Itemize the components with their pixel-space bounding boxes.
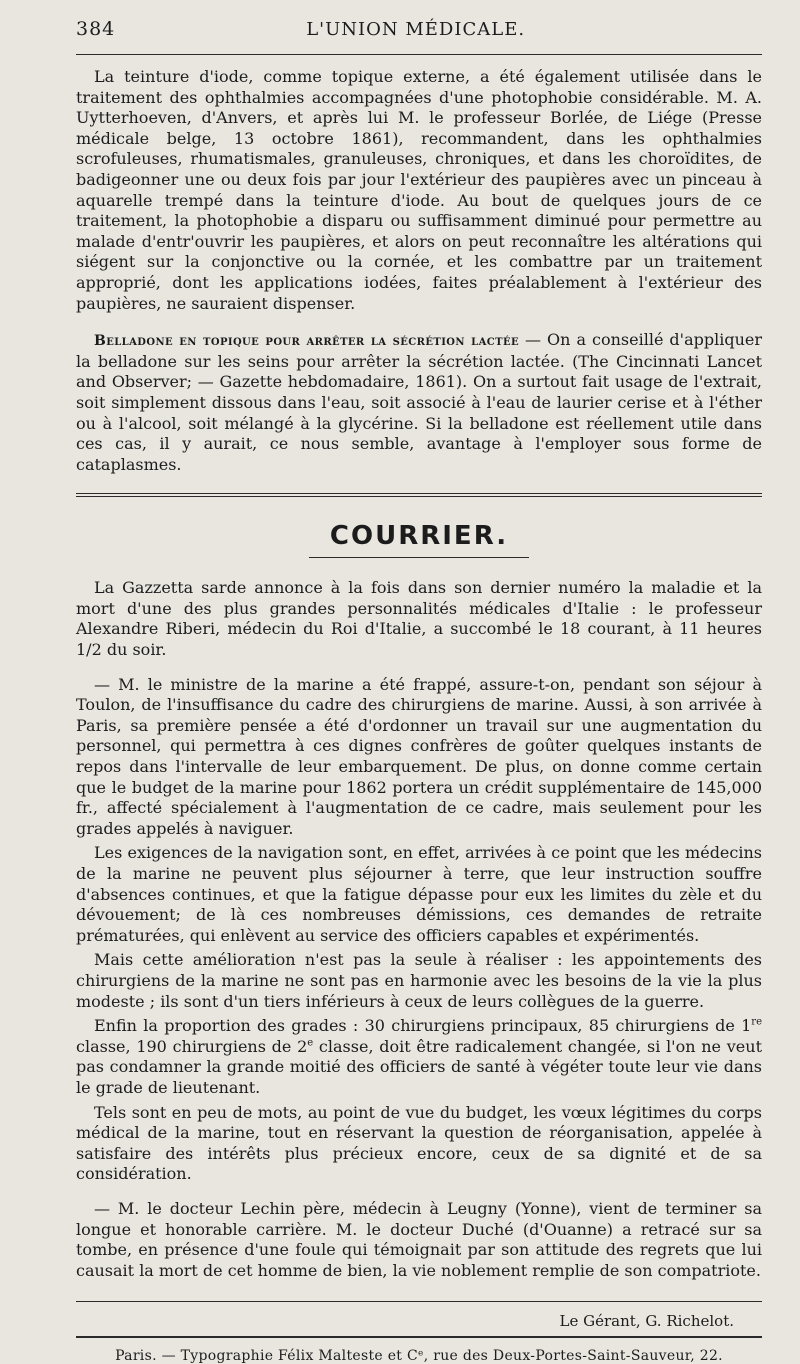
proportion-part-2: classe, 190 chirurgiens de 2	[76, 1036, 308, 1056]
signature-rule	[76, 1301, 762, 1302]
courrier-paragraph-amelioration: Mais cette amélioration n'est pas la seule à réaliser : les appointements des chirurgiens de la marine ne sont pas en harmonie avec les besoins de la vie la plus modeste ; ils sont d'un tiers inférieurs à ceux de leurs collègues de la guerre.	[76, 950, 762, 1011]
page-header	[76, 18, 762, 48]
footer-rule	[76, 1336, 762, 1338]
courrier-paragraph-riberi: La Gazzetta sarde annonce à la fois dans son dernier numéro la maladie et la mort d'une des plus grandes personnalités médicales d'Italie : le professeur Alexandre Riberi, médecin du Roi d'Italie, a succombé le 18 courant, à 11 heures 1/2 du soir.	[76, 578, 762, 660]
proportion-part-1: Enfin la proportion des grades : 30 chirurgiens principaux, 85 chirurgiens de 1	[94, 1016, 752, 1036]
courrier-paragraph-voeux: Tels sont en peu de mots, au point de vue du budget, les vœux légitimes du corps médical de la marine, tout en réservant la question de réorganisation, appelée à satisfaire des intérêts plus précieux encore, ceux de sa dignité et de sa considération.	[76, 1102, 762, 1184]
belladone-heading: Belladone en topique pour arrêter la sécrétion lactée	[94, 333, 519, 350]
header-rule	[76, 54, 762, 55]
signature: Le Gérant, G. Richelot.	[559, 1312, 734, 1331]
courrier-paragraph-proportion	[76, 1016, 762, 1098]
section-separator	[76, 493, 762, 499]
proportion-sup-1: re	[751, 1016, 762, 1028]
page-number: 384	[76, 18, 116, 40]
courrier-paragraph-exigences: Les exigences de la navigation sont, en effet, arrivées à ce point que les médecins de la marine ne peuvent plus séjourner à terre, que leur instruction souffre d'absences continues, et que la fatigue dépasse pour eux les limites du zèle et du dévouement; de là ces nombreuses démissions, ces demandes de retraite prématurées, qui enlèvent au service des officiers capables et expérimentés.	[76, 843, 762, 945]
imprint: Paris. — Typographie Félix Malteste et Cᵉ, rue des Deux-Portes-Saint-Sauveur, 22.	[115, 1348, 723, 1364]
belladone-text: — On a conseillé d'appliquer la belladone sur les seins pour arrêter la sécrétion lactée. (The Cincinnati Lancet and Observer; — Gazette hebdomadaire, 1861). On a surtout fait usage de l'extrait, soit simplement dissous dans l'eau, soit associé à l'eau de laurier cerise et à l'éther ou à l'alcool, soit mélangé à la glycérine. Si la belladone est réellement utile dans ces cas, il y aurait, ce nous semble, avantage à l'employer sous forme de cataplasmes.	[76, 330, 762, 474]
courrier-paragraph-lechin: — M. le docteur Lechin père, médecin à Leugny (Yonne), vient de terminer sa longue et honorable carrière. M. le docteur Duché (d'Ouanne) a retracé sur sa tombe, en présence d'une foule qui témoignait par son attitude des regrets que lui causait la mort de cet homme de bien, la vie noblement remplie de son compatriote.	[76, 1198, 762, 1280]
courrier-underline	[309, 557, 529, 558]
journal-title: L'UNION MÉDICALE.	[306, 19, 526, 40]
proportion-part-3: classe, doit être radicalement changée, si l'on ne veut pas condamner la grande moitié des officiers de santé à végéter toute leur vie dans le grade de lieutenant.	[76, 1036, 762, 1097]
courrier-title: COURRIER.	[329, 521, 509, 552]
courrier-paragraph-ministre: — M. le ministre de la marine a été frappé, assure-t-on, pendant son séjour à Toulon, de l'insuffisance du cadre des chirurgiens de marine. Aussi, à son arrivée à Paris, sa première pensée a été d'ordonner un travail sur une augmentation du personnel, qui permettra à ces dignes confrères de goûter quelques instants de repos dans l'intervalle de leur embarquement. De plus, on donne comme certain que le budget de la marine pour 1862 portera un crédit supplémentaire de 145,000 fr., affecté spécialement à l'augmentation de ce cadre, mais seulement pour les grades appelés à naviguer.	[76, 674, 762, 838]
paragraph-belladone	[76, 330, 762, 475]
paragraph-teinture-iode: La teinture d'iode, comme topique externe, a été également utilisée dans le traitement des ophthalmies accompagnées d'une photophobie considérable. M. A. Uytterhoeven, d'Anvers, et après lui M. le professeur Borlée, de Liége (Presse médicale belge, 13 octobre 1861), recommandent, dans les ophthalmies scrofuleuses, rhumatismales, granuleuses, chroniques, et dans les choroïdites, de badigeonner une ou deux fois par jour l'extérieur des paupières avec un pinceau à aquarelle trempé dans la teinture d'iode. Au bout de quelques jours de ce traitement, la photophobie a disparu ou suffisamment diminué pour permettre au malade d'entr'ouvrir les paupières, et alors on peut reconnaître les altérations qui siégent sur la conjonctive ou la cornée, et les combattre par un traitement approprié, dont les applications iodées, faites préalablement à l'extérieur des paupières, ne sauraient dispenser.	[76, 67, 762, 313]
proportion-sup-2: e	[307, 1037, 314, 1049]
